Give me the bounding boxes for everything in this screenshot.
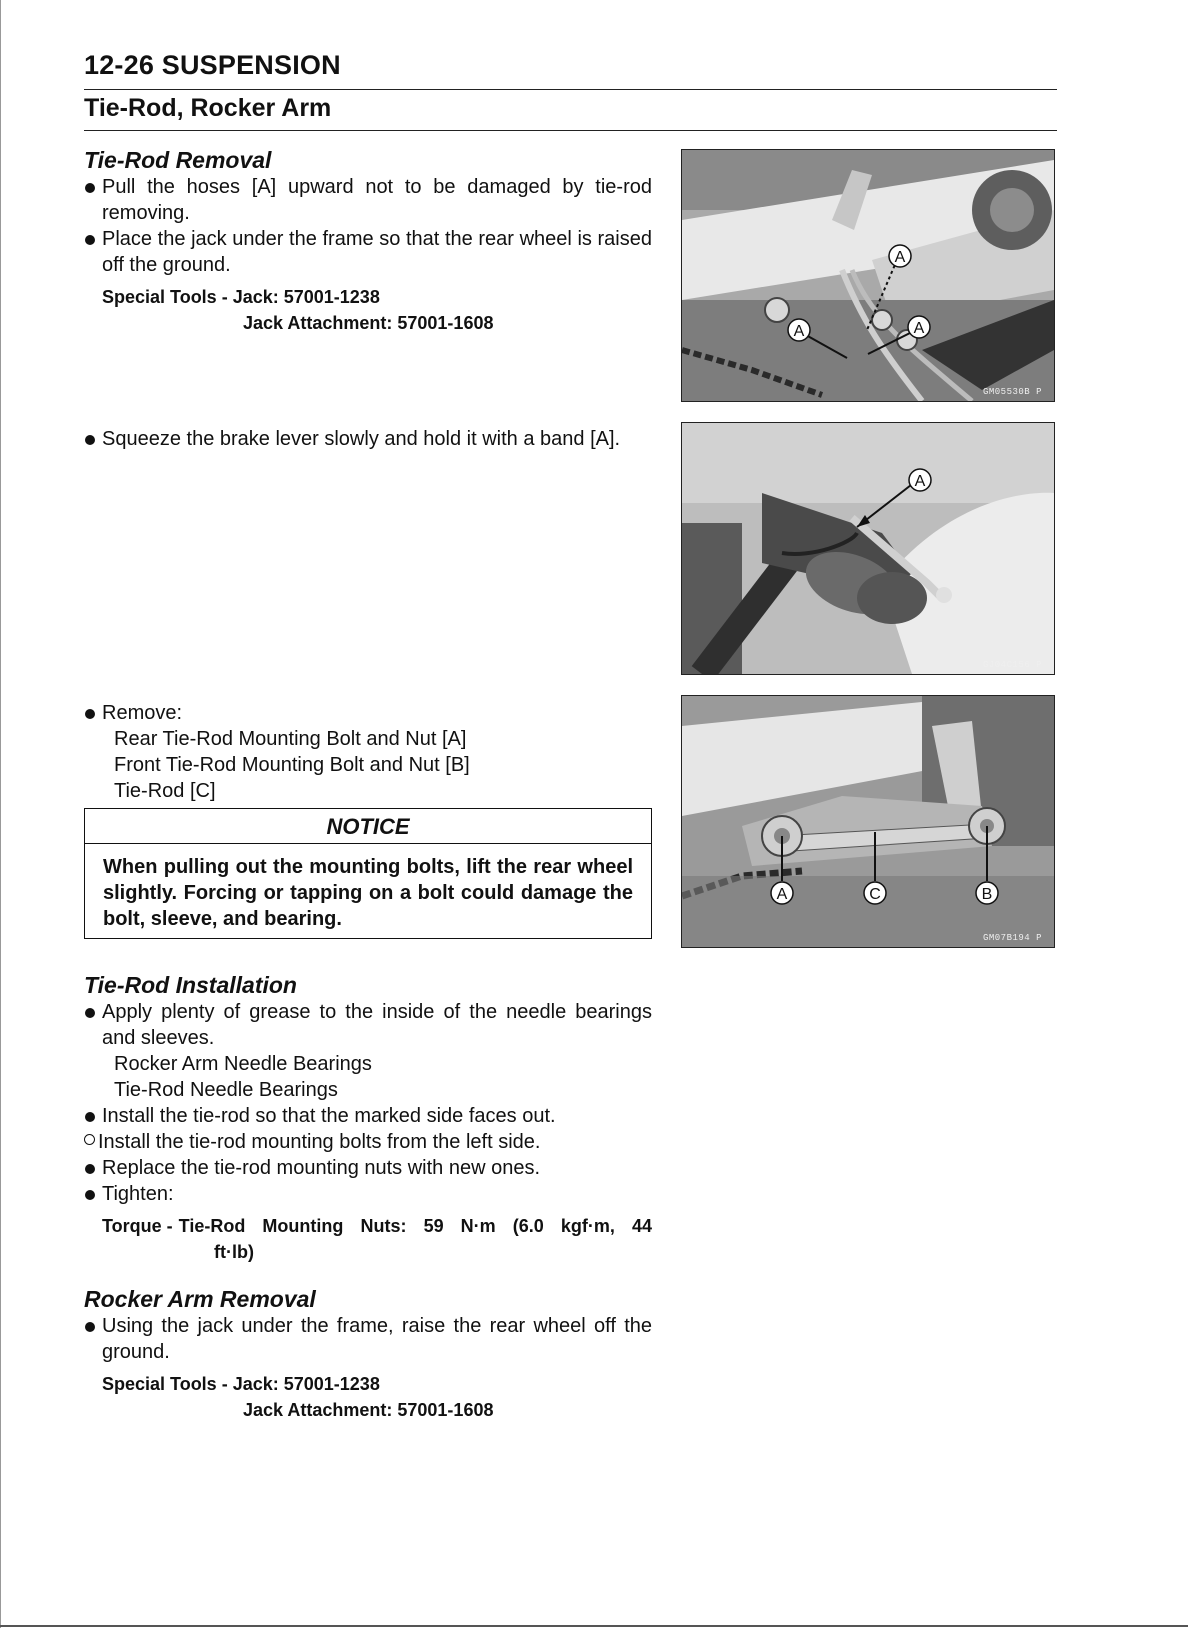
- remove-item: Front Tie-Rod Mounting Bolt and Nut [B]: [114, 754, 470, 776]
- step-squeeze-brake: Squeeze the brake lever slowly and hold it with a band [A].: [84, 426, 652, 452]
- page-border: [0, 0, 1, 1628]
- page-border-bottom: [0, 1625, 1188, 1627]
- bullet-icon: [85, 1112, 95, 1122]
- section-title: Tie-Rod, Rocker Arm: [84, 94, 332, 122]
- callout-label: A: [894, 249, 906, 266]
- notice-title: NOTICE: [85, 809, 651, 844]
- step-pull-hoses: Pull the hoses [A] upward not to be damaged by tie-rod removing.: [84, 174, 652, 226]
- step-remove: Remove:: [84, 700, 652, 726]
- figure-code: GM07B194 P: [982, 933, 1042, 943]
- step-raise-wheel: Using the jack under the frame, raise the rear wheel off the ground.: [84, 1313, 652, 1365]
- remove-item: Tie-Rod [C]: [114, 780, 216, 802]
- special-tools: Special Tools - Jack: 57001-1238: [102, 1374, 380, 1394]
- step-apply-grease: Apply plenty of grease to the inside of the needle bearings and sleeves.: [84, 999, 652, 1051]
- brake-lever-block: [84, 426, 652, 452]
- step-install-bolts: Install the tie-rod mounting bolts from the left side.: [84, 1129, 652, 1155]
- notice-text: When pulling out the mounting bolts, lift the rear wheel slightly. Forcing or tapping on a bolt could damage the bolt, sleeve, and bearing.: [103, 856, 633, 930]
- callout-label: B: [981, 886, 993, 903]
- grease-item: Tie-Rod Needle Bearings: [114, 1079, 338, 1101]
- bullet-icon: [85, 1008, 95, 1018]
- hoses-photo-illustration: [682, 150, 1054, 401]
- step-tighten: Tighten:: [84, 1181, 652, 1207]
- bullet-icon: [85, 1322, 95, 1332]
- callout-label: C: [869, 886, 881, 903]
- heading-tie-rod-installation: Tie-Rod Installation: [84, 972, 297, 998]
- bullet-icon: [85, 1164, 95, 1174]
- callout-label: A: [793, 323, 805, 340]
- step-install-tie-rod: Install the tie-rod so that the marked side faces out.: [84, 1103, 652, 1129]
- callout-label: A: [776, 886, 788, 903]
- special-tools: Special Tools - Jack: 57001-1238: [102, 287, 380, 307]
- tie-rod-installation-block: [84, 971, 652, 1265]
- heading-tie-rod-removal: Tie-Rod Removal: [84, 147, 272, 173]
- special-tools-line2: Jack Attachment: 57001-1608: [243, 1400, 494, 1420]
- notice-box: [84, 808, 652, 939]
- bullet-icon: [85, 183, 95, 193]
- torque-spec: Torque - Tie-Rod Mounting Nuts: 59 N·m (6.0 kgf·m, 44: [102, 1216, 652, 1236]
- figure-brake-lever-photo: [681, 422, 1055, 675]
- header-rule: [84, 89, 1057, 90]
- grease-item: Rocker Arm Needle Bearings: [114, 1053, 372, 1075]
- callout-label: A: [914, 473, 926, 490]
- page-header-title: 12-26 SUSPENSION: [84, 50, 341, 80]
- remove-item: Rear Tie-Rod Mounting Bolt and Nut [A]: [114, 728, 467, 750]
- remove-block: [84, 700, 652, 939]
- figure-tie-rod-photo: [681, 695, 1055, 948]
- bullet-icon: [85, 235, 95, 245]
- tie-rod-removal-block: [84, 146, 652, 336]
- section-rule: [84, 130, 1057, 131]
- step-replace-nuts: Replace the tie-rod mounting nuts with new ones.: [84, 1155, 652, 1181]
- bullet-icon: [85, 709, 95, 719]
- hollow-bullet-icon: [84, 1134, 95, 1145]
- callout-label: A: [913, 320, 925, 337]
- special-tools-line2: Jack Attachment: 57001-1608: [243, 313, 494, 333]
- step-place-jack: Place the jack under the frame so that the rear wheel is raised off the ground.: [84, 226, 652, 278]
- bullet-icon: [85, 435, 95, 445]
- bullet-icon: [85, 1190, 95, 1200]
- brake-lever-photo-illustration: [682, 423, 1054, 674]
- heading-rocker-arm-removal: Rocker Arm Removal: [84, 1286, 316, 1312]
- torque-spec-line2: ft·lb): [214, 1242, 254, 1262]
- tie-rod-photo-illustration: [682, 696, 1054, 947]
- rocker-arm-removal-block: [84, 1285, 652, 1423]
- figure-hoses-photo: [681, 149, 1055, 402]
- figure-code: GJ04C156 P: [982, 660, 1042, 670]
- figure-code: GM05530B P: [982, 387, 1042, 397]
